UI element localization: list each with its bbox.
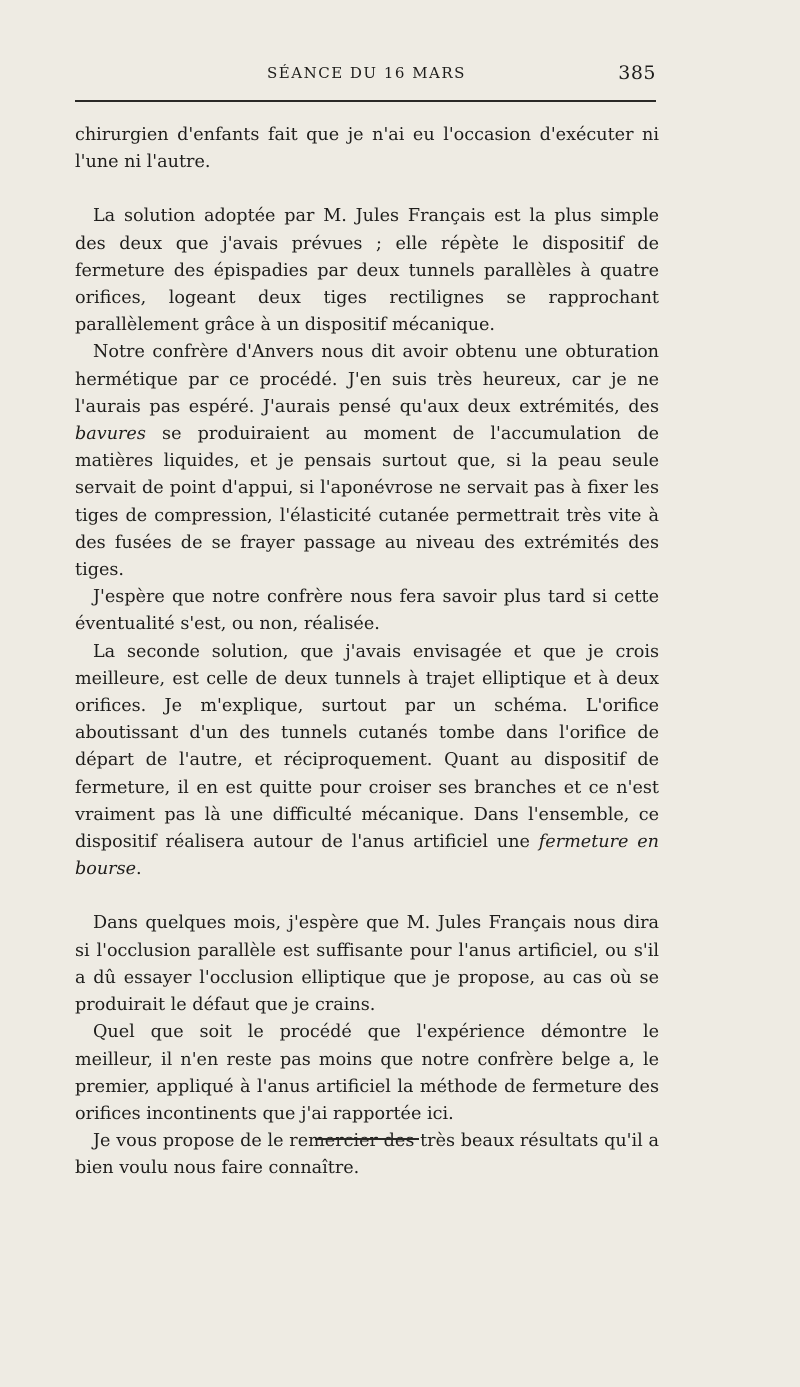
paragraph-text: Dans quelques mois, j'espère que M. Jules Français nous dira si l'occlusion parallèle est suffisante pour l'anus artificiel, ou s'il a dû essayer l'occlusion elliptique que je propose, au cas où se produirait le défaut que je crains. xyxy=(75,913,659,1016)
paragraph-text: se produiraient au moment de l'accumulation de matières liquides, et je pensais surtout que, si la peau seule servait de point d'appui, si l'aponévrose ne servait pas à fixer les tiges de compression, l'élasticité cutanée permettrait très vite à des fusées de se frayer passage au niveau des extrémités des tiges. xyxy=(75,424,659,581)
page-number: 385 xyxy=(618,62,656,84)
body-text xyxy=(75,122,659,1183)
italic-term: fermeture en bourse xyxy=(75,832,659,880)
paragraph-espere xyxy=(75,584,659,638)
paragraph-text: Notre confrère d'Anvers nous dit avoir obtenu une obturation hermétique par ce procédé. J'en suis très heureux, car je ne l'aurais pas espéré. J'aurais pensé qu'aux deux extrémités, des xyxy=(75,342,659,417)
paragraph-continuation xyxy=(75,122,659,176)
end-rule xyxy=(315,1138,419,1140)
paragraph-text: Je vous propose de le remercier des très beaux résultats qu'il a bien voulu nous faire connaître. xyxy=(75,1131,659,1179)
paragraph-text: La solution adoptée par M. Jules Français est la plus simple des deux que j'avais prévues ; elle répète le dispositif de fermeture des épispadies par deux tunnels parallèles à quatre orifices, logeant deux tiges rectilignes se rapprochant parallèlement grâce à un dispositif mécanique. xyxy=(75,206,659,336)
paragraph-seconde-solution xyxy=(75,639,659,884)
italic-term: bavures xyxy=(75,424,146,445)
paragraph-solution-adoptee xyxy=(75,203,659,339)
header-rule xyxy=(75,100,656,102)
paragraph-text: La seconde solution, que j'avais envisagée et que je crois meilleure, est celle de deux tunnels à trajet elliptique et à deux orifices. Je m'explique, surtout par un schéma. L'orifice aboutissant d'un des tunnels cutanés tombe dans l'orifice de départ de l'autre, et réciproquement. Quant au dispositif de fermeture, il en est quitte pour croiser ses branches et ce n'est vraiment pas là une difficulté mécanique. Dans l'ensemble, ce dispositif réalisera autour de l'anus artificiel une xyxy=(75,641,659,853)
paragraph-text: . xyxy=(136,859,142,880)
paragraph-text: J'espère que notre confrère nous fera savoir plus tard si cette éventualité s'est, ou non, réalisée. xyxy=(75,587,659,635)
running-title: SÉANCE DU 16 MARS xyxy=(267,64,466,82)
page-header xyxy=(75,62,658,88)
paragraph-remercier xyxy=(75,1128,659,1182)
paragraph-confrere-anvers xyxy=(75,339,659,584)
paragraph-text: Quel que soit le procédé que l'expérience démontre le meilleur, il n'en reste pas moins que notre confrère belge a, le premier, appliqué à l'anus artificiel la méthode de fermeture des orifices incontinents que j'ai rapportée ici. xyxy=(75,1022,659,1124)
paragraph-quelques-mois xyxy=(75,910,659,1019)
paragraph-text: chirurgien d'enfants fait que je n'ai eu l'occasion d'exécuter ni l'une ni l'autre. xyxy=(75,125,659,173)
paragraph-quel-que-soit xyxy=(75,1019,659,1128)
